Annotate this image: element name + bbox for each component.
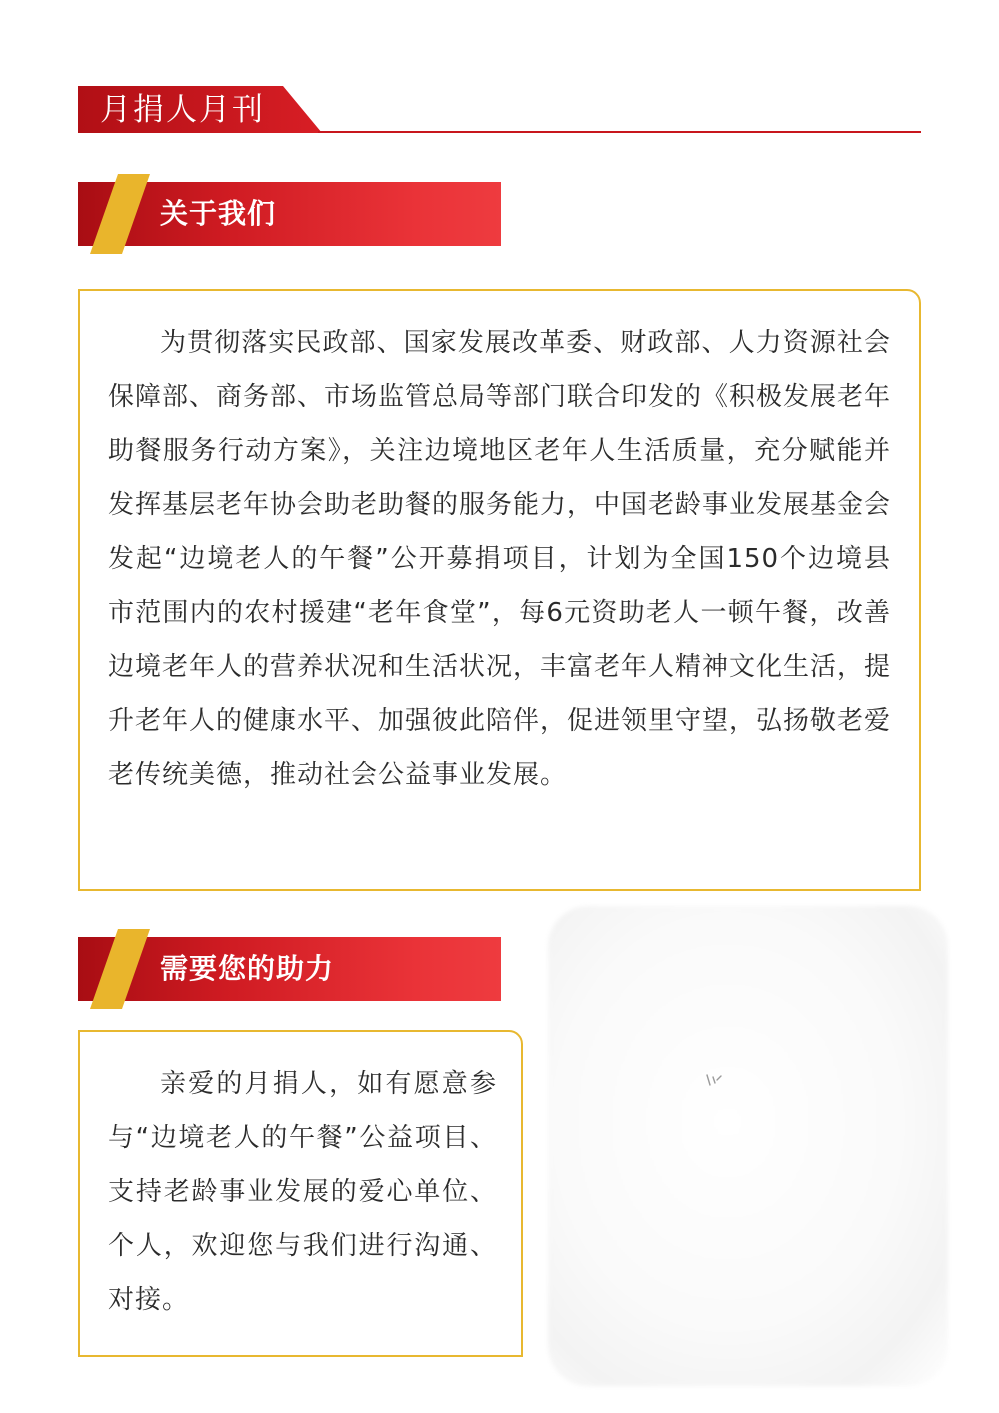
help-heading: 需要您的助力	[160, 952, 335, 985]
about-section-header	[78, 182, 501, 246]
gold-slash-icon	[78, 174, 158, 254]
header-divider	[318, 131, 921, 133]
about-heading: 关于我们	[160, 197, 277, 230]
help-section-header	[78, 937, 501, 1001]
help-content-box	[78, 1030, 523, 1357]
about-content-box	[78, 289, 921, 891]
gold-slash-icon	[78, 929, 158, 1009]
help-body-text: 亲爱的月捐人，如有愿意参与“边境老人的午餐”公益项目、支持老龄事业发展的爱心单位、个人，欢迎您与我们进行沟通、对接。	[108, 1069, 497, 1315]
publication-title: 月捐人月刊	[100, 92, 265, 128]
publication-banner	[78, 86, 322, 133]
about-body-text: 为贯彻落实民政部、国家发展改革委、财政部、人力资源社会保障部、商务部、市场监管总局等部门联合印发的《积极发展老年助餐服务行动方案》，关注边境地区老年人生活质量，充分赋能并发挥基层老年协会助老助餐的服务能力，中国老龄事业发展基金会发起“边境老人的午餐”公开募捐项目，计划为全国150个边境县市范围内的农村援建“老年食堂”，每6元资助老人一顿午餐，改善边境老年人的营养状况和生活状况，丰富老年人精神文化生活，提升老年人的健康水平、加强彼此陪伴，促进领里守望，弘扬敬老爱老传统美德，推动社会公益事业发展。	[108, 328, 892, 790]
qr-code-image	[548, 906, 948, 1386]
image-fragment-icon	[704, 1072, 724, 1088]
